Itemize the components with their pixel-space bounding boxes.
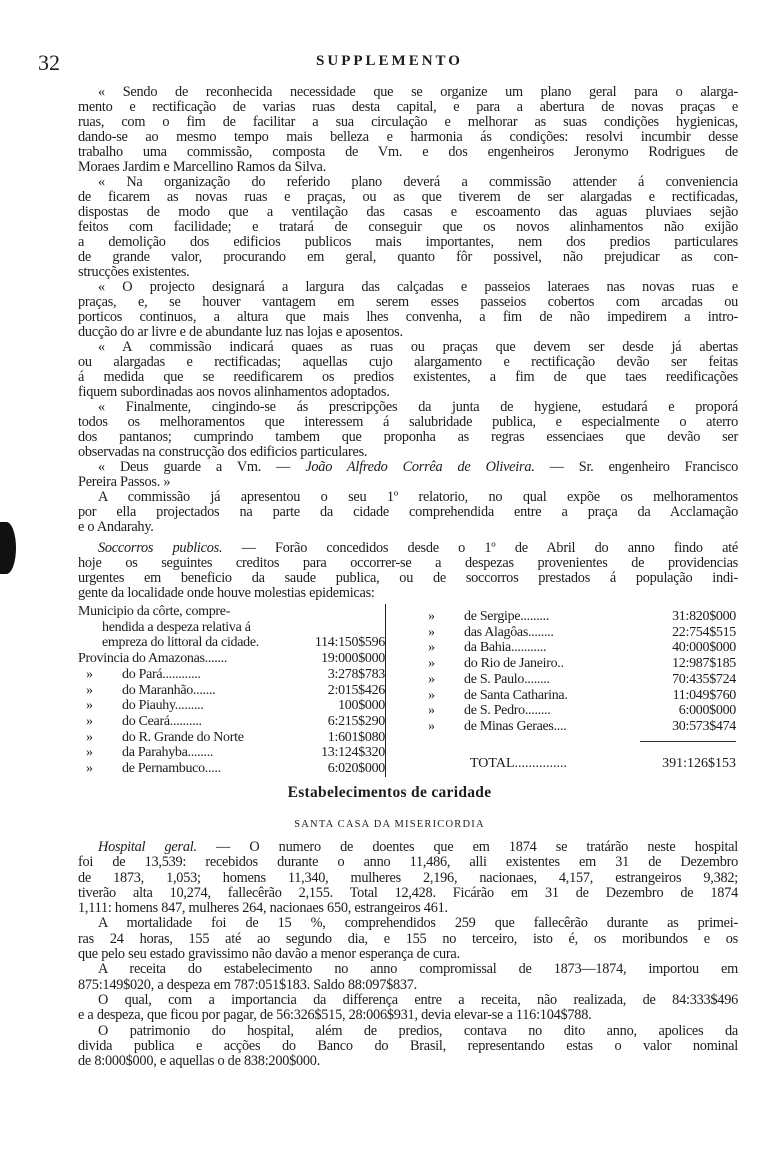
row-label xyxy=(78,604,301,651)
table-row xyxy=(78,745,386,761)
row-label: de Sergipe......... xyxy=(464,609,550,624)
text-line: a demolição dos edificios publicos mais importantes, nem dos predios particulares xyxy=(78,234,738,250)
page-number: 32 xyxy=(38,50,60,75)
text-line: dando-se ao mesmo tempo mais belleza e harmonia ás condições: resolvi incumbir desse xyxy=(78,129,738,145)
text-line: e o Andarahy. xyxy=(78,519,154,535)
table-row xyxy=(78,651,386,667)
row-label: do Piauhy......... xyxy=(122,698,204,714)
ink-blot xyxy=(0,522,16,574)
row-value: 11:049$760 xyxy=(672,687,736,703)
row-label: da Parahyba........ xyxy=(122,745,214,761)
text-line: 875:149$020, a despeza em 787:051$183. Saldo 88:097$837. xyxy=(78,976,418,993)
text-line: tiverão alta 10,274, fallecêrão 2,155. Total 12,428. Ficárão em 31 de Dezembro de 1874 xyxy=(78,884,738,901)
row-value: 6:215$290 xyxy=(327,713,385,729)
text-line: ras 24 horas, 155 até ao segundo dia, e 155 no terceiro, isto é, os moribundos e os xyxy=(78,930,738,947)
credits-table-left xyxy=(78,604,386,777)
text-line: A commissão já apresentou o seu 1º relatorio, no qual expõe os melhoramentos xyxy=(98,489,738,505)
row-label: de S. Pedro........ xyxy=(464,703,551,719)
row-value: 31:820$000 xyxy=(672,609,736,624)
text-line: de ficarem as novas ruas e praças, ou as que tiverem de ser alargadas e rectificadas, xyxy=(78,189,738,205)
table-row xyxy=(78,698,386,714)
row-value: 19:000$000 xyxy=(321,651,385,667)
text-line: dispostas de modo que a ventilação das casas e escoamento das aguas pluviaes sejão xyxy=(78,204,738,220)
ditto-mark: » xyxy=(86,729,93,745)
text-line xyxy=(78,460,738,475)
ditto-mark: » xyxy=(428,609,435,624)
line-text: — Sr. engenheiro Francisco xyxy=(534,459,739,475)
table-row xyxy=(420,688,736,704)
table-row xyxy=(78,604,386,651)
text-line: O qual, com a importancia da differença entre a receita, não realizada, de 84:333$496 xyxy=(98,991,738,1008)
lower-text-block xyxy=(78,840,738,1069)
line-text: — Forão concedidos desde o 1º de Abril do anno findo até xyxy=(222,540,738,556)
text-line: divida publica e acções do Banco do Brasil, representando estas o valor nominal xyxy=(78,1037,738,1054)
total-label: TOTAL............... xyxy=(470,756,568,771)
ditto-mark: » xyxy=(428,703,435,719)
text-line: « Finalmente, cingindo-se ás prescripções da junta de hygiene, estudará e proporá xyxy=(98,399,738,415)
table-row xyxy=(420,656,736,672)
text-line: trabalho uma commissão, composta de Vm. e dos engenheiros Jeronymo Rodrigues de xyxy=(78,144,738,160)
text-line: 1,111: homens 847, mulheres 264, nacionaes 650, estrangeiros 461. xyxy=(78,900,448,917)
ditto-mark: » xyxy=(428,640,435,656)
row-label: do Maranhão....... xyxy=(122,682,216,698)
text-line: dos pantanos; cumprindo tambem que proponha as regras essenciaes que devão ser xyxy=(78,429,738,445)
text-line: « Na organização do referido plano deverá a commissão attender á conveniencia xyxy=(98,174,738,190)
text-line: Pereira Passos. » xyxy=(78,474,171,490)
line-text: — O numero de doentes que em 1874 se tratárão neste hospital xyxy=(196,839,738,855)
row-label: de S. Paulo........ xyxy=(464,671,550,687)
text-line: A mortalidade foi de 15 %, comprehendidos 259 que fallecêrão durante as primei- xyxy=(98,915,738,932)
ditto-mark: » xyxy=(428,656,435,672)
row-label: do Pará............ xyxy=(122,666,201,682)
upper-text-block xyxy=(78,85,738,601)
ditto-mark: » xyxy=(86,745,93,761)
ditto-mark: » xyxy=(428,624,435,640)
row-value: 2:015$426 xyxy=(327,682,385,698)
line-text: « Deus guarde a Vm. — xyxy=(98,459,306,475)
table-row xyxy=(420,609,736,625)
row-value: 12:987$185 xyxy=(672,656,736,672)
text-line: strucções existentes. xyxy=(78,264,190,280)
table-row xyxy=(78,730,386,746)
row-label: do Ceará.......... xyxy=(122,713,202,729)
ditto-mark: » xyxy=(428,718,435,734)
label-line: hendida a despeza relativa á xyxy=(102,619,251,635)
text-line: de grande valor, procurando em geral, quanto fôr possivel, não prejudicar as con- xyxy=(78,249,738,265)
text-line: fiquem subordinadas aos novos alinhamentos adoptados. xyxy=(78,384,390,400)
text-line: de 8:000$000, e aquellas o de 838:200$000. xyxy=(78,1053,321,1070)
text-line: ou alargadas e rectificadas; aquellas cujo alargamento e rectificação devão ser feitas xyxy=(78,354,738,370)
text-line: urgentes em beneficio da saude publica, ou de soccorros prestados á população indi- xyxy=(78,570,738,586)
row-value: 70:435$724 xyxy=(672,671,736,687)
label-line: Municipio da côrte, compre- xyxy=(78,604,231,619)
text-line: « Sendo de reconhecida necessidade que se organize um plano geral para o alarga- xyxy=(98,84,738,100)
italic-text: Soccorros publicos. xyxy=(98,540,223,556)
row-label: de Santa Catharina. xyxy=(464,687,568,703)
text-line xyxy=(78,840,738,855)
italic-text: João Alfredo Corrêa de Oliveira. xyxy=(305,459,535,475)
row-value: 6:020$000 xyxy=(327,761,385,777)
row-value: 114:150$596 xyxy=(314,635,385,651)
text-line: ducção do ar livre e de abundante luz nas lojas e aposentos. xyxy=(78,324,403,340)
table-row xyxy=(420,703,736,719)
ditto-mark: » xyxy=(86,666,93,682)
row-value: 6:000$000 xyxy=(678,703,736,719)
text-line: que pelo seu estado gravissimo não davão a menor esperança de cura. xyxy=(78,946,460,963)
table-row xyxy=(78,714,386,730)
table-row xyxy=(420,625,736,641)
text-line: A receita do estabelecimento no anno compromissal de 1873—1874, importou em xyxy=(98,961,738,978)
row-label: Provincia do Amazonas....... xyxy=(78,651,228,667)
ditto-mark: » xyxy=(428,671,435,687)
total-row xyxy=(470,756,736,772)
table-row xyxy=(78,761,386,777)
row-value: 13:124$320 xyxy=(321,745,385,761)
row-label: de Minas Geraes.... xyxy=(464,718,567,734)
table-row xyxy=(78,667,386,683)
text-line: hoje os seguintes creditos para occorrer-se a despezas provenientes de providencias xyxy=(78,555,738,571)
row-label: do Rio de Janeiro.. xyxy=(464,656,564,672)
text-line: e a despeza, que ficou por pagar, de 56:326$515, 28:006$931, devia elevar-se a 116:104$788. xyxy=(78,1007,592,1024)
total-rule xyxy=(640,741,736,742)
text-line: porticos continuos, a altura que mais lhes convenha, a fim de não impedirem a intro- xyxy=(78,309,738,325)
total-value: 391:126$153 xyxy=(662,756,736,771)
ditto-mark: » xyxy=(86,698,93,714)
text-line: feitos com facilidade; e tratará de conseguir que os novos alinhamentos não exijão xyxy=(78,219,738,235)
text-line: gente da localidade onde houve molestias epidemicas: xyxy=(78,585,375,601)
text-line: observadas na construcção dos edificios particulares. xyxy=(78,444,368,460)
row-label: de Pernambuco..... xyxy=(122,761,221,777)
text-line: « O projecto designará a largura das calçadas e passeios lateraes nas novas ruas e xyxy=(98,279,738,295)
running-head: SUPPLEMENTO xyxy=(316,53,463,69)
italic-text: Hospital geral. xyxy=(98,839,197,855)
ditto-mark: » xyxy=(428,687,435,703)
row-value: 22:754$515 xyxy=(672,624,736,640)
table-row xyxy=(420,672,736,688)
table-row xyxy=(420,640,736,656)
ditto-mark: » xyxy=(86,713,93,729)
text-line: de 1873, 1,053; homens 11,340, mulheres 2,196, nacionaes, 4,157, estrangeiros 9,382; xyxy=(78,869,738,886)
ditto-mark: » xyxy=(86,761,93,777)
text-line: ruas, com o fim de facilitar a sua circulação e melhorar as suas condições hygienicas, xyxy=(78,114,738,130)
table-row xyxy=(78,683,386,699)
ditto-mark: » xyxy=(86,682,93,698)
row-value: 1:601$080 xyxy=(327,729,385,745)
section-subheading: SANTA CASA DA MISERICORDIA xyxy=(294,819,485,830)
text-line: « A commissão indicará quaes as ruas ou praças que devem ser desde já abertas xyxy=(98,339,738,355)
row-label: da Bahia........... xyxy=(464,640,547,656)
row-value: 3:278$783 xyxy=(327,666,385,682)
text-line: mento e rectificação de varias ruas desta capital, e para a abertura de novas praças e xyxy=(78,99,738,115)
row-value: 100$000 xyxy=(338,698,385,714)
section-heading: Estabelecimentos de caridade xyxy=(287,784,492,801)
text-line xyxy=(78,541,738,556)
credits-table-right xyxy=(420,609,736,735)
label-line: empreza do littoral da cidade. xyxy=(102,635,259,651)
row-value: 40:000$000 xyxy=(672,640,736,656)
text-line: por ella projectados na parte da cidade comprehendida entre a praça da Acclamação xyxy=(78,504,738,520)
row-label: das Alagôas........ xyxy=(464,624,554,640)
text-line: á medida que se reedificarem os predios existentes, a fim de que taes reedificações xyxy=(78,369,738,385)
text-line: todos os melhoramentos que interessem á salubridade publica, e especialmente o aterro xyxy=(78,414,738,430)
text-line: Moraes Jardim e Marcellino Ramos da Silva. xyxy=(78,159,326,175)
table-row xyxy=(420,719,736,735)
text-line: foi de 13,539: recebidos durante o anno 11,486, alli existentes em 31 de Dezembro xyxy=(78,854,738,871)
row-value: 30:573$474 xyxy=(672,718,736,734)
row-label: do R. Grande do Norte xyxy=(122,729,244,745)
text-line: O patrimonio do hospital, além de predios, contava no dito anno, apolices da xyxy=(98,1022,738,1039)
text-line: praças, e, se houver vantagem em serem esses passeios cobertos com arcadas ou xyxy=(78,294,738,310)
